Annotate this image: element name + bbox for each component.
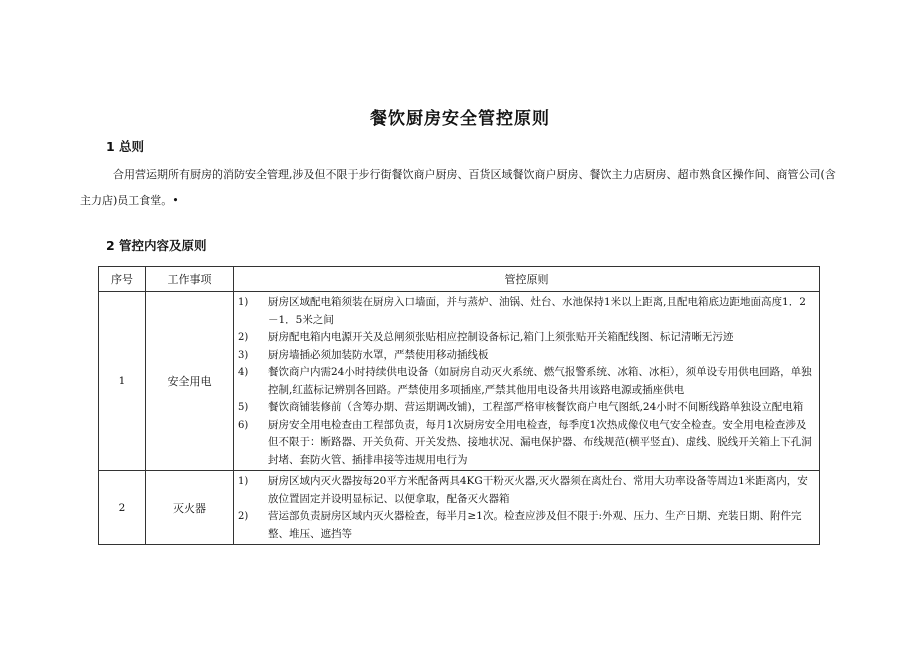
rule-text: 厨房墙插必须加装防水罩，严禁使用移动插线板 [268, 348, 489, 361]
rule-text: 厨房安全用电检查由工程部负责，每月1次厨房安全用电检查，每季度1次热成像仪电气安全检查。安全用电检查涉及但不限于：断路器、开关负荷、开关发热、接地状况、漏电保护器、布线规范(横平竖直)、虚线、脱线开关箱上下孔洞封堵、套防火管、插排串接等违规用电行为 [268, 418, 812, 466]
section-heading-control: 2 管控内容及原则 [106, 238, 207, 253]
header-item: 工作事项 [146, 267, 234, 292]
row-rules [234, 292, 820, 471]
rule-item [238, 508, 815, 543]
general-paragraph: 合用营运期所有厨房的消防安全管理,涉及但不限于步行街餐饮商户厨房、百货区域餐饮商户厨房、餐饮主力店厨房、超市熟食区操作间、商管公司(含主力店)员工食堂。• [80, 168, 836, 207]
rule-item [238, 347, 815, 365]
header-rules: 管控原则 [234, 267, 820, 292]
table-row [99, 471, 820, 545]
rule-text: 餐饮商铺装修前（含筹办期、营运期调改铺)，工程部严格审核餐饮商户电气图纸,24小时不间断线路单独设立配电箱 [268, 401, 804, 413]
rule-item [238, 329, 815, 347]
header-no: 序号 [99, 267, 146, 292]
rule-text: 餐饮商户内需24小时持续供电设备（如厨房自动灭火系统、燃气报警系统、冰箱、冰柜），须单设专用供电回路，单独控制,红蓝标记辨别各回路。严禁使用多项插座,严禁其他用电设备共用该路电源或插座供电 [268, 366, 812, 396]
table-row [99, 292, 820, 471]
table-header-row [99, 267, 820, 292]
row-no: 2 [99, 471, 146, 545]
rule-item [238, 417, 815, 470]
rule-text: 营运部负责厨房区域内灭火器检查，每半月≥1次。检查应涉及但不限于:外观、压力、生产日期、充装日期、附件完整、堆压、遮挡等 [268, 510, 802, 540]
rule-number: 4) [238, 367, 249, 378]
rule-number: 1) [238, 476, 249, 487]
row-item: 安全用电 [146, 292, 234, 471]
rule-item [238, 399, 815, 417]
rule-item [238, 294, 815, 329]
rule-number: 2) [238, 511, 249, 522]
rule-number: 3) [238, 349, 249, 361]
rule-text: 厨房区域内灭火器按每20平方米配备两具4KG干粉灭火器,灭火器须在离灶台、常用大功率设备等周边1米距离内，安放位置固定并设明显标记、以便拿取，配备灭火器箱 [268, 475, 808, 505]
rule-number: 6) [238, 419, 249, 431]
rule-item [238, 364, 815, 399]
row-item: 灭火器 [146, 471, 234, 545]
rule-number: 5) [238, 402, 249, 413]
row-no: 1 [99, 292, 146, 471]
rule-item [238, 473, 815, 508]
rule-number: 1) [238, 297, 249, 308]
control-table [98, 266, 820, 545]
rule-text: 厨房区域配电箱须装在厨房入口墙面，并与蒸炉、油锅、灶台、水池保持1米以上距离,且配电箱底边距地面高度1．2－1．5米之间 [268, 296, 806, 326]
rule-text: 厨房配电箱内电源开关及总闸须张贴相应控制设备标记,箱门上须张贴开关箱配线图、标记清晰无污迹 [268, 331, 734, 343]
rule-number: 2) [238, 332, 249, 343]
document-title: 餐饮厨房安全管控原则 [370, 109, 550, 129]
section-heading-general: 1 总则 [106, 139, 145, 154]
row-rules [234, 471, 820, 545]
